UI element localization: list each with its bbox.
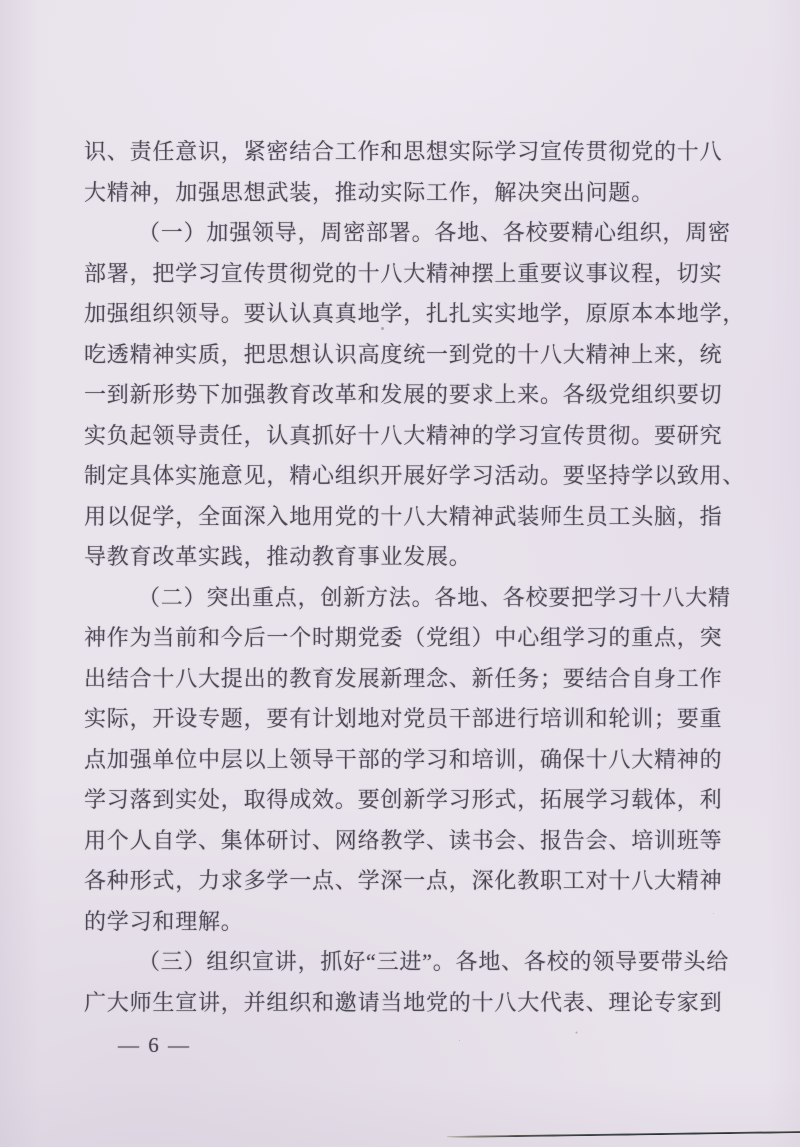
text-line: 实负起领导责任，认真抓好十八大精神的学习宣传贯彻。要研究 — [84, 422, 723, 448]
text-line: 制定具体实施意见，精心组织开展好学习活动。要坚持学以致用、 — [84, 463, 746, 488]
text-line: （一）加强领导，周密部署。各地、各校要精心组织，周密 — [138, 220, 731, 245]
text-line: 识、责任意识，紧密结合工作和思想实际学习宣传贯彻党的十八 — [84, 139, 723, 164]
text-line: 点加强单位中层以上领导干部的学习和培训，确保十八大精神的 — [84, 746, 723, 772]
text-line: 的学习和理解。 — [84, 908, 244, 934]
text-line: 加强组织领导。要认认真真地学，扎扎实实地学，原原本本地学， — [84, 301, 746, 326]
text-line: 部署，把学习宣传贯彻党的十八大精神摆上重要议事议程，切实 — [84, 260, 723, 286]
text-line: （二）突出重点，创新方法。各地、各校要把学习十八大精 — [138, 584, 731, 610]
text-line: 学习落到实处，取得成效。要创新学习形式，拓展学习载体，利 — [84, 787, 723, 812]
text-line: 神作为当前和今后一个时期党委（党组）中心组学习的重点，突 — [84, 625, 723, 650]
scan-artifact-line — [447, 1131, 800, 1138]
dust-speck — [381, 327, 384, 330]
text-line: 大精神，加强思想武装，推动实际工作，解决突出问题。 — [84, 179, 655, 205]
text-line: 实际，开设专题，要有计划地对党员干部进行培训和轮训；要重 — [84, 706, 723, 731]
text-line: 用以促学，全面深入地用党的十八大精神武装师生员工头脑，指 — [84, 503, 723, 529]
text-line: 各种形式，力求多学一点、学深一点，深化教职工对十八大精神 — [84, 868, 723, 893]
text-line: 导教育改革实践，推动教育事业发展。 — [84, 544, 472, 569]
text-line: 一到新形势下加强教育改革和发展的要求上来。各级党组织要切 — [84, 382, 723, 407]
text-line: 广大师生宣讲，并组织和邀请当地党的十八大代表、理论专家到 — [84, 989, 723, 1015]
text-line: 吃透精神实质，把思想认识高度统一到党的十八大精神上来，统 — [84, 341, 723, 367]
text-line: 用个人自学、集体研讨、网络教学、读书会、报告会、培训班等 — [84, 827, 723, 853]
text-line: （三）组织宣讲，抓好“三进”。各地、各校的领导要带头给 — [138, 949, 730, 974]
page-number: — 6 — — [118, 1033, 191, 1057]
text-line: 出结合十八大提出的教育发展新理念、新任务；要结合自身工作 — [84, 665, 723, 691]
document-body — [84, 132, 746, 1064]
